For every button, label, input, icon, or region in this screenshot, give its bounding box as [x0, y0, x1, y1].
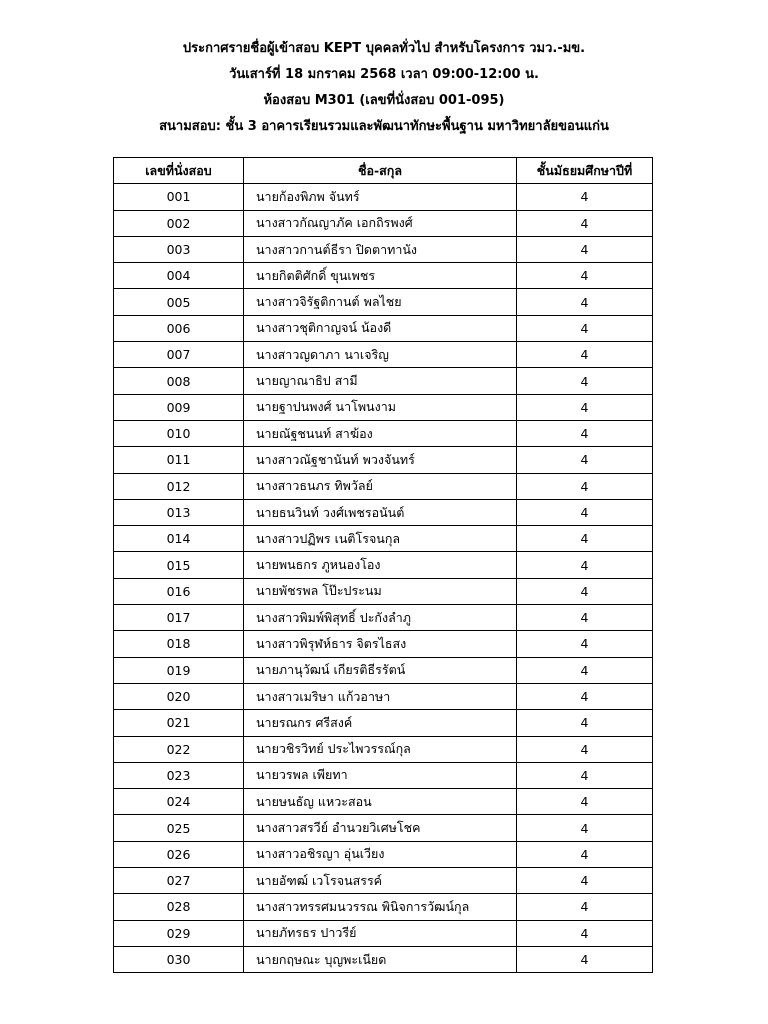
grade-cell: 4: [517, 736, 653, 762]
name-cell: นางสาวชุติกาญจน์ น้องดี: [244, 315, 517, 341]
column-header-name: ชื่อ-สกุล: [244, 158, 517, 184]
name-cell: นางสาวณัฐชานันท์ พวงจันทร์: [244, 447, 517, 473]
table-row: [114, 605, 653, 631]
grade-cell: 4: [517, 289, 653, 315]
table-row: [114, 394, 653, 420]
seat-number-cell: 008: [114, 368, 244, 394]
grade-cell: 4: [517, 447, 653, 473]
seat-number-cell: 017: [114, 605, 244, 631]
table-row: [114, 315, 653, 341]
grade-cell: 4: [517, 683, 653, 709]
grade-cell: 4: [517, 394, 653, 420]
name-cell: นายวรพล เพียทา: [244, 762, 517, 788]
name-cell: นางสาวอชิรญา อุ่นเวียง: [244, 841, 517, 867]
table-row: [114, 342, 653, 368]
seat-number-cell: 002: [114, 210, 244, 236]
grade-cell: 4: [517, 789, 653, 815]
table-row: [114, 868, 653, 894]
table-row: [114, 762, 653, 788]
table-row: [114, 210, 653, 236]
grade-cell: 4: [517, 762, 653, 788]
name-cell: นางสาวพิมพ์พิสุทธิ์ ปะกังลำภู: [244, 605, 517, 631]
table-row: [114, 447, 653, 473]
table-row: [114, 578, 653, 604]
seat-number-cell: 013: [114, 499, 244, 525]
grade-cell: 4: [517, 473, 653, 499]
table-row: [114, 526, 653, 552]
table-row: [114, 920, 653, 946]
name-cell: นายพัชรพล โป๊ะประนม: [244, 578, 517, 604]
name-cell: นายฐาปนพงศ์ นาโพนงาม: [244, 394, 517, 420]
table-header-row: [114, 158, 653, 184]
name-cell: นายพนธกร ภูหนองโอง: [244, 552, 517, 578]
table-row: [114, 368, 653, 394]
seat-number-cell: 016: [114, 578, 244, 604]
grade-cell: 4: [517, 420, 653, 446]
seat-number-cell: 010: [114, 420, 244, 446]
announcement-header: [0, 36, 768, 140]
grade-cell: 4: [517, 578, 653, 604]
table-row: [114, 894, 653, 920]
table-row: [114, 710, 653, 736]
grade-cell: 4: [517, 710, 653, 736]
grade-cell: 4: [517, 631, 653, 657]
name-cell: นางสาวธนภร ทิพวัลย์: [244, 473, 517, 499]
name-cell: นางสาวสรวีย์ อำนวยวิเศษโชค: [244, 815, 517, 841]
seat-number-cell: 026: [114, 841, 244, 867]
table-row: [114, 789, 653, 815]
seat-number-cell: 012: [114, 473, 244, 499]
column-header-grade: ชั้นมัธยมศึกษาปีที่: [517, 158, 653, 184]
seat-number-cell: 025: [114, 815, 244, 841]
grade-cell: 4: [517, 815, 653, 841]
table-row: [114, 946, 653, 972]
grade-cell: 4: [517, 368, 653, 394]
table-row: [114, 683, 653, 709]
table-row: [114, 657, 653, 683]
seat-number-cell: 022: [114, 736, 244, 762]
seat-number-cell: 019: [114, 657, 244, 683]
name-cell: นางสาวจิรัฐติกานต์ พลไชย: [244, 289, 517, 315]
seat-number-cell: 004: [114, 263, 244, 289]
table-row: [114, 552, 653, 578]
announcement-title: ประกาศรายชื่อผู้เข้าสอบ KEPT บุคคลทั่วไป สำหรับโครงการ วมว.-มข.: [182, 41, 586, 56]
seat-number-cell: 030: [114, 946, 244, 972]
table-row: [114, 236, 653, 262]
name-cell: นายษนธัญ แหวะสอน: [244, 789, 517, 815]
grade-cell: 4: [517, 499, 653, 525]
grade-cell: 4: [517, 552, 653, 578]
table-row: [114, 736, 653, 762]
exam-venue: สนามสอบ: ชั้น 3 อาคารเรียนรวมและพัฒนาทักษะพื้นฐาน มหาวิทยาลัยขอนแก่น: [159, 119, 609, 134]
name-cell: นายภานุวัฒน์ เกียรติธีรรัตน์: [244, 657, 517, 683]
name-cell: นายญาณาธิป สามี: [244, 368, 517, 394]
table-row: [114, 473, 653, 499]
seat-number-cell: 021: [114, 710, 244, 736]
name-cell: นางสาวญดาภา นาเจริญ: [244, 342, 517, 368]
name-cell: นายรณกร ศรีสงค์: [244, 710, 517, 736]
table-row: [114, 499, 653, 525]
table-row: [114, 815, 653, 841]
grade-cell: 4: [517, 263, 653, 289]
seat-number-cell: 005: [114, 289, 244, 315]
seat-number-cell: 027: [114, 868, 244, 894]
exam-room: ห้องสอบ M301 (เลขที่นั่งสอบ 001-095): [263, 93, 505, 108]
name-cell: นางสาวเมริษา แก้วอาษา: [244, 683, 517, 709]
table-body: [114, 184, 653, 973]
table-row: [114, 263, 653, 289]
name-cell: นางสาวปฏิพร เนติโรจนกุล: [244, 526, 517, 552]
table-row: [114, 420, 653, 446]
table-row: [114, 841, 653, 867]
name-cell: นายณัฐชนนท์ สาฆ้อง: [244, 420, 517, 446]
seat-number-cell: 018: [114, 631, 244, 657]
grade-cell: 4: [517, 342, 653, 368]
grade-cell: 4: [517, 526, 653, 552]
name-cell: นายก้องพิภพ จันทร์: [244, 184, 517, 210]
name-cell: นางสาวทรรศมนวรรณ พินิจการวัฒน์กุล: [244, 894, 517, 920]
name-cell: นายภัทรธร ปาวรีย์: [244, 920, 517, 946]
grade-cell: 4: [517, 894, 653, 920]
exam-date-time: วันเสาร์ที่ 18 มกราคม 2568 เวลา 09:00-12:00 น.: [229, 67, 539, 82]
name-cell: นายกฤษณะ บุญพะเนียด: [244, 946, 517, 972]
grade-cell: 4: [517, 657, 653, 683]
seat-number-cell: 028: [114, 894, 244, 920]
grade-cell: 4: [517, 920, 653, 946]
column-header-seat: เลขที่นั่งสอบ: [114, 158, 244, 184]
seat-number-cell: 024: [114, 789, 244, 815]
name-cell: นายธนวินท์ วงศ์เพชรอนันต์: [244, 499, 517, 525]
name-cell: นายอัฑฒ์ เวโรจนสรรค์: [244, 868, 517, 894]
seat-number-cell: 007: [114, 342, 244, 368]
grade-cell: 4: [517, 236, 653, 262]
grade-cell: 4: [517, 315, 653, 341]
seat-number-cell: 020: [114, 683, 244, 709]
examinee-table: [113, 157, 653, 973]
grade-cell: 4: [517, 868, 653, 894]
seat-number-cell: 001: [114, 184, 244, 210]
name-cell: นางสาวกานต์ธีรา ปิดตาทานัง: [244, 236, 517, 262]
seat-number-cell: 006: [114, 315, 244, 341]
seat-number-cell: 011: [114, 447, 244, 473]
name-cell: นายวชิรวิทย์ ประไพวรรณ์กุล: [244, 736, 517, 762]
grade-cell: 4: [517, 841, 653, 867]
seat-number-cell: 014: [114, 526, 244, 552]
seat-number-cell: 003: [114, 236, 244, 262]
table-row: [114, 184, 653, 210]
name-cell: นางสาวกัณญาภัค เอกถิรพงศ์: [244, 210, 517, 236]
table-row: [114, 289, 653, 315]
grade-cell: 4: [517, 210, 653, 236]
name-cell: นางสาวพิรุฬห์ธาร จิตรไธสง: [244, 631, 517, 657]
name-cell: นายกิตติศักดิ์ ขุนเพชร: [244, 263, 517, 289]
seat-number-cell: 009: [114, 394, 244, 420]
grade-cell: 4: [517, 605, 653, 631]
seat-number-cell: 029: [114, 920, 244, 946]
seat-number-cell: 015: [114, 552, 244, 578]
grade-cell: 4: [517, 946, 653, 972]
table-row: [114, 631, 653, 657]
grade-cell: 4: [517, 184, 653, 210]
seat-number-cell: 023: [114, 762, 244, 788]
